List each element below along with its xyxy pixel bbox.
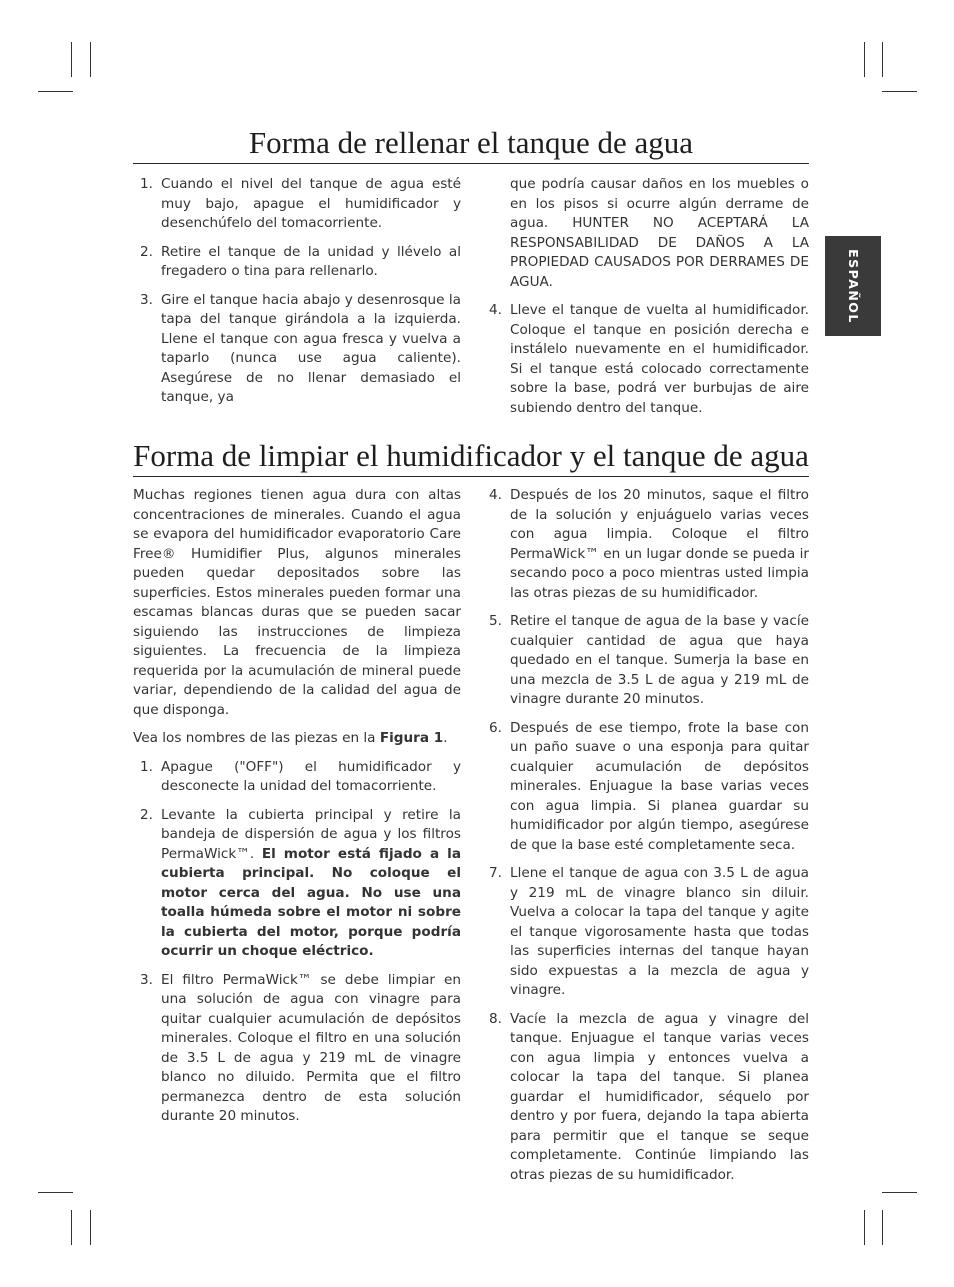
- list-item: 3. El filtro PermaWick™ se debe limpiar en una solución de agua con vinagre para quitar cualquier acumulación de depósitos minerales. Coloque el filtro en una solución de 3.5 L de agua y 219 mL de vinagre blanco no diluido. Permita que el filtro permanezca dentro de esta solución durante 20 minutos.: [140, 971, 461, 1124]
- list-item: 2. Retire el tanque de la unidad y llévelo al fregadero o tina para rellenarlo.: [140, 243, 461, 279]
- refill-right-column: [482, 175, 809, 427]
- section-title-cleaning: Forma de limpiar el humidificador y el tanque de agua: [133, 438, 809, 477]
- crop-mark: [864, 1210, 865, 1245]
- cleaning-left-column: [133, 486, 461, 1136]
- list-item: 3. Gire el tanque hacia abajo y desenrosque la tapa del tanque girándola a la izquierda. Llene el tanque con agua fresca y vuelva a taparlo (nunca use agua caliente). Asegúrese de no llenar demasiado el tanque, ya: [140, 291, 461, 405]
- crop-mark: [71, 1210, 72, 1245]
- list-item: 2. Levante la cubierta principal y retire la bandeja de dispersión de agua y los filtros PermaWick™. El motor está fijado a la cubierta principal. No coloque el motor cerca del agua. No use una toalla húmeda sobre el motor ni sobre la cubierta del motor, porque podría ocurrir un choque eléctrico.: [140, 806, 461, 959]
- crop-mark: [882, 42, 883, 77]
- refill-left-column: [133, 175, 461, 417]
- list-item: 1. Cuando el nivel del tanque de agua esté muy bajo, apague el humidificador y desenchúfelo del tomacorriente.: [140, 176, 461, 231]
- list-item: 7. Llene el tanque de agua con 3.5 L de agua y 219 mL de vinagre blanco sin diluir. Vuelva a colocar la tapa del tanque y agite el tanque vigorosamente hasta que todas las superficies internas del tanque hayan sido expuestas a la mezcla de agua y vinagre.: [489, 865, 809, 998]
- list-item: 1. Apague ("OFF") el humidificador y desconecte la unidad del tomacorriente.: [140, 758, 461, 794]
- list-item-continuation: que podría causar daños en los muebles o en los pisos si ocurre algún derrame de agua. HUNTER NO ACEPTARÁ LA RESPONSABILIDAD DE DAÑOS A LA PROPIEDAD CAUSADOS POR DERRAMES DE AGUA.: [510, 176, 809, 290]
- figure-reference: Vea los nombres de las piezas en la Figura 1.: [133, 730, 448, 746]
- list-item: 4. Lleve el tanque de vuelta al humidificador. Coloque el tanque en posición derecha e instálelo nuevamente en el humidificador. Si el tanque está colocado correctamente sobre la base, podrá ver burbujas de aire subiendo dentro del tanque.: [489, 302, 809, 416]
- cleaning-right-column: [482, 486, 809, 1194]
- section-title-refill: Forma de rellenar el tanque de agua: [133, 125, 809, 164]
- crop-mark: [71, 42, 72, 77]
- crop-mark: [90, 42, 91, 77]
- list-item: 4. Después de los 20 minutos, saque el filtro de la solución y enjuáguelo varias veces con agua limpia. Coloque el filtro PermaWick™ en un lugar donde se pueda ir secando poco a poco mientras usted limpia las otras piezas de su humidificador.: [489, 487, 809, 601]
- list-item: 8. Vacíe la mezcla de agua y vinagre del tanque. Enjuague el tanque varias veces con agua limpia y entonces vuelva a colocar la tapa del tanque. Si planea guardar el humidificador, séquelo por dentro y por fuera, dejando la tapa abierta para permitir que el tanque se seque completamente. Continúe limpiando las otras piezas de su humidificador.: [489, 1010, 809, 1183]
- intro-paragraph: Muchas regiones tienen agua dura con altas concentraciones de minerales. Cuando el agua se evapora del humidificador evaporatorio Care Free® Humidifier Plus, algunos minerales pueden quedar depositados sobre las superficies. Estos minerales pueden formar una escamas blancas duras que se pueden sacar siguiendo las instrucciones de limpieza siguientes. La frecuencia de la limpieza requerida por la acumulación de mineral puede variar, dependiendo de la calidad del agua de que disponga.: [133, 487, 461, 718]
- language-tab: [825, 236, 881, 336]
- list-item: 5. Retire el tanque de agua de la base y vacíe cualquier cantidad de agua que haya quedado en el tanque. Sumerja la base en una mezcla de 3.5 L de agua y 219 mL de vinagre durante 20 minutos.: [489, 613, 809, 707]
- crop-mark: [864, 42, 865, 77]
- list-item: 6. Después de ese tiempo, frote la base con un paño suave o una esponja para quitar cualquier acumulación de depósitos minerales. Enjuague la base varias veces con agua limpia. Si planea guardar su humidificador por algún tiempo, asegúrese de que la base esté completamente seca.: [489, 719, 809, 853]
- crop-mark: [38, 1192, 73, 1193]
- crop-mark: [882, 91, 917, 92]
- electrical-warning: El motor está fijado a la cubierta principal. No coloque el motor cerca del agua. No use una toalla húmeda sobre el motor ni sobre la cubierta del motor, porque podría ocurrir un choque eléctrico.: [161, 845, 461, 959]
- language-tab-label: ESPAÑOL: [845, 248, 861, 324]
- crop-mark: [38, 91, 73, 92]
- crop-mark: [882, 1210, 883, 1245]
- crop-mark: [882, 1192, 917, 1193]
- crop-mark: [90, 1210, 91, 1245]
